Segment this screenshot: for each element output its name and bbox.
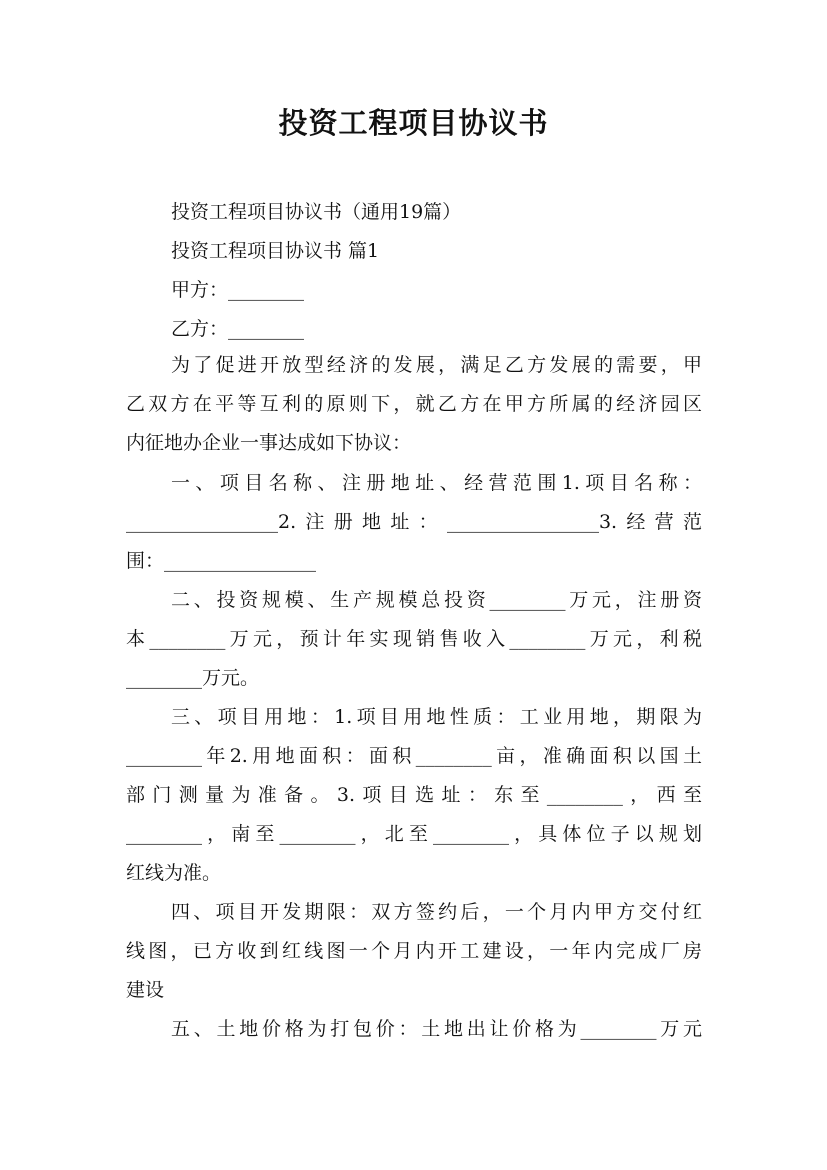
paragraph-line: 建设 [126,979,165,1001]
paragraph-line: ________，南至________，北至________，具体位子以规划 [126,823,702,845]
document-title: 投资工程项目协议书 [278,106,549,140]
paragraph-line: ________万元。 [126,667,260,689]
paragraph-line: ________________2.注册地址：________________3.经营范 [126,511,702,533]
section-heading: 投资工程项目协议书 篇1 [171,240,380,262]
subtitle-line: 投资工程项目协议书（通用19篇） [171,201,462,223]
paragraph-line: 二、投资规模、生产规模总投资________万元，注册资 [171,589,702,611]
paragraph-line: ________年2.用地面积：面积________亩，准确面积以国土 [126,745,702,767]
paragraph-line: 一、项目名称、注册地址、经营范围1.项目名称： [171,472,702,494]
paragraph-line: 内征地办企业一事达成如下协议： [126,432,412,454]
paragraph-line: 乙双方在平等互利的原则下，就乙方在甲方所属的经济园区 [126,393,702,415]
paragraph-line: 围：________________ [126,550,317,572]
paragraph-line: 红线为准。 [126,862,222,884]
paragraph-line: 部门测量为准备。3.项目选址：东至________，西至 [126,784,702,806]
paragraph-line: 为了促进开放型经济的发展，满足乙方发展的需要，甲 [171,354,702,376]
party-a-line: 甲方：________ [171,279,305,301]
paragraph-line: 本________万元，预计年实现销售收入________万元，利税 [126,628,702,650]
paragraph-line: 四、项目开发期限：双方签约后，一个月内甲方交付红 [171,901,702,923]
party-b-line: 乙方：________ [171,318,305,340]
paragraph-line: 线图，已方收到红线图一个月内开工建设，一年内完成厂房 [126,940,702,962]
paragraph-line: 三、项目用地：1.项目用地性质：工业用地，期限为 [171,706,702,728]
paragraph-line: 五、土地价格为打包价：土地出让价格为________万元 [171,1018,702,1040]
